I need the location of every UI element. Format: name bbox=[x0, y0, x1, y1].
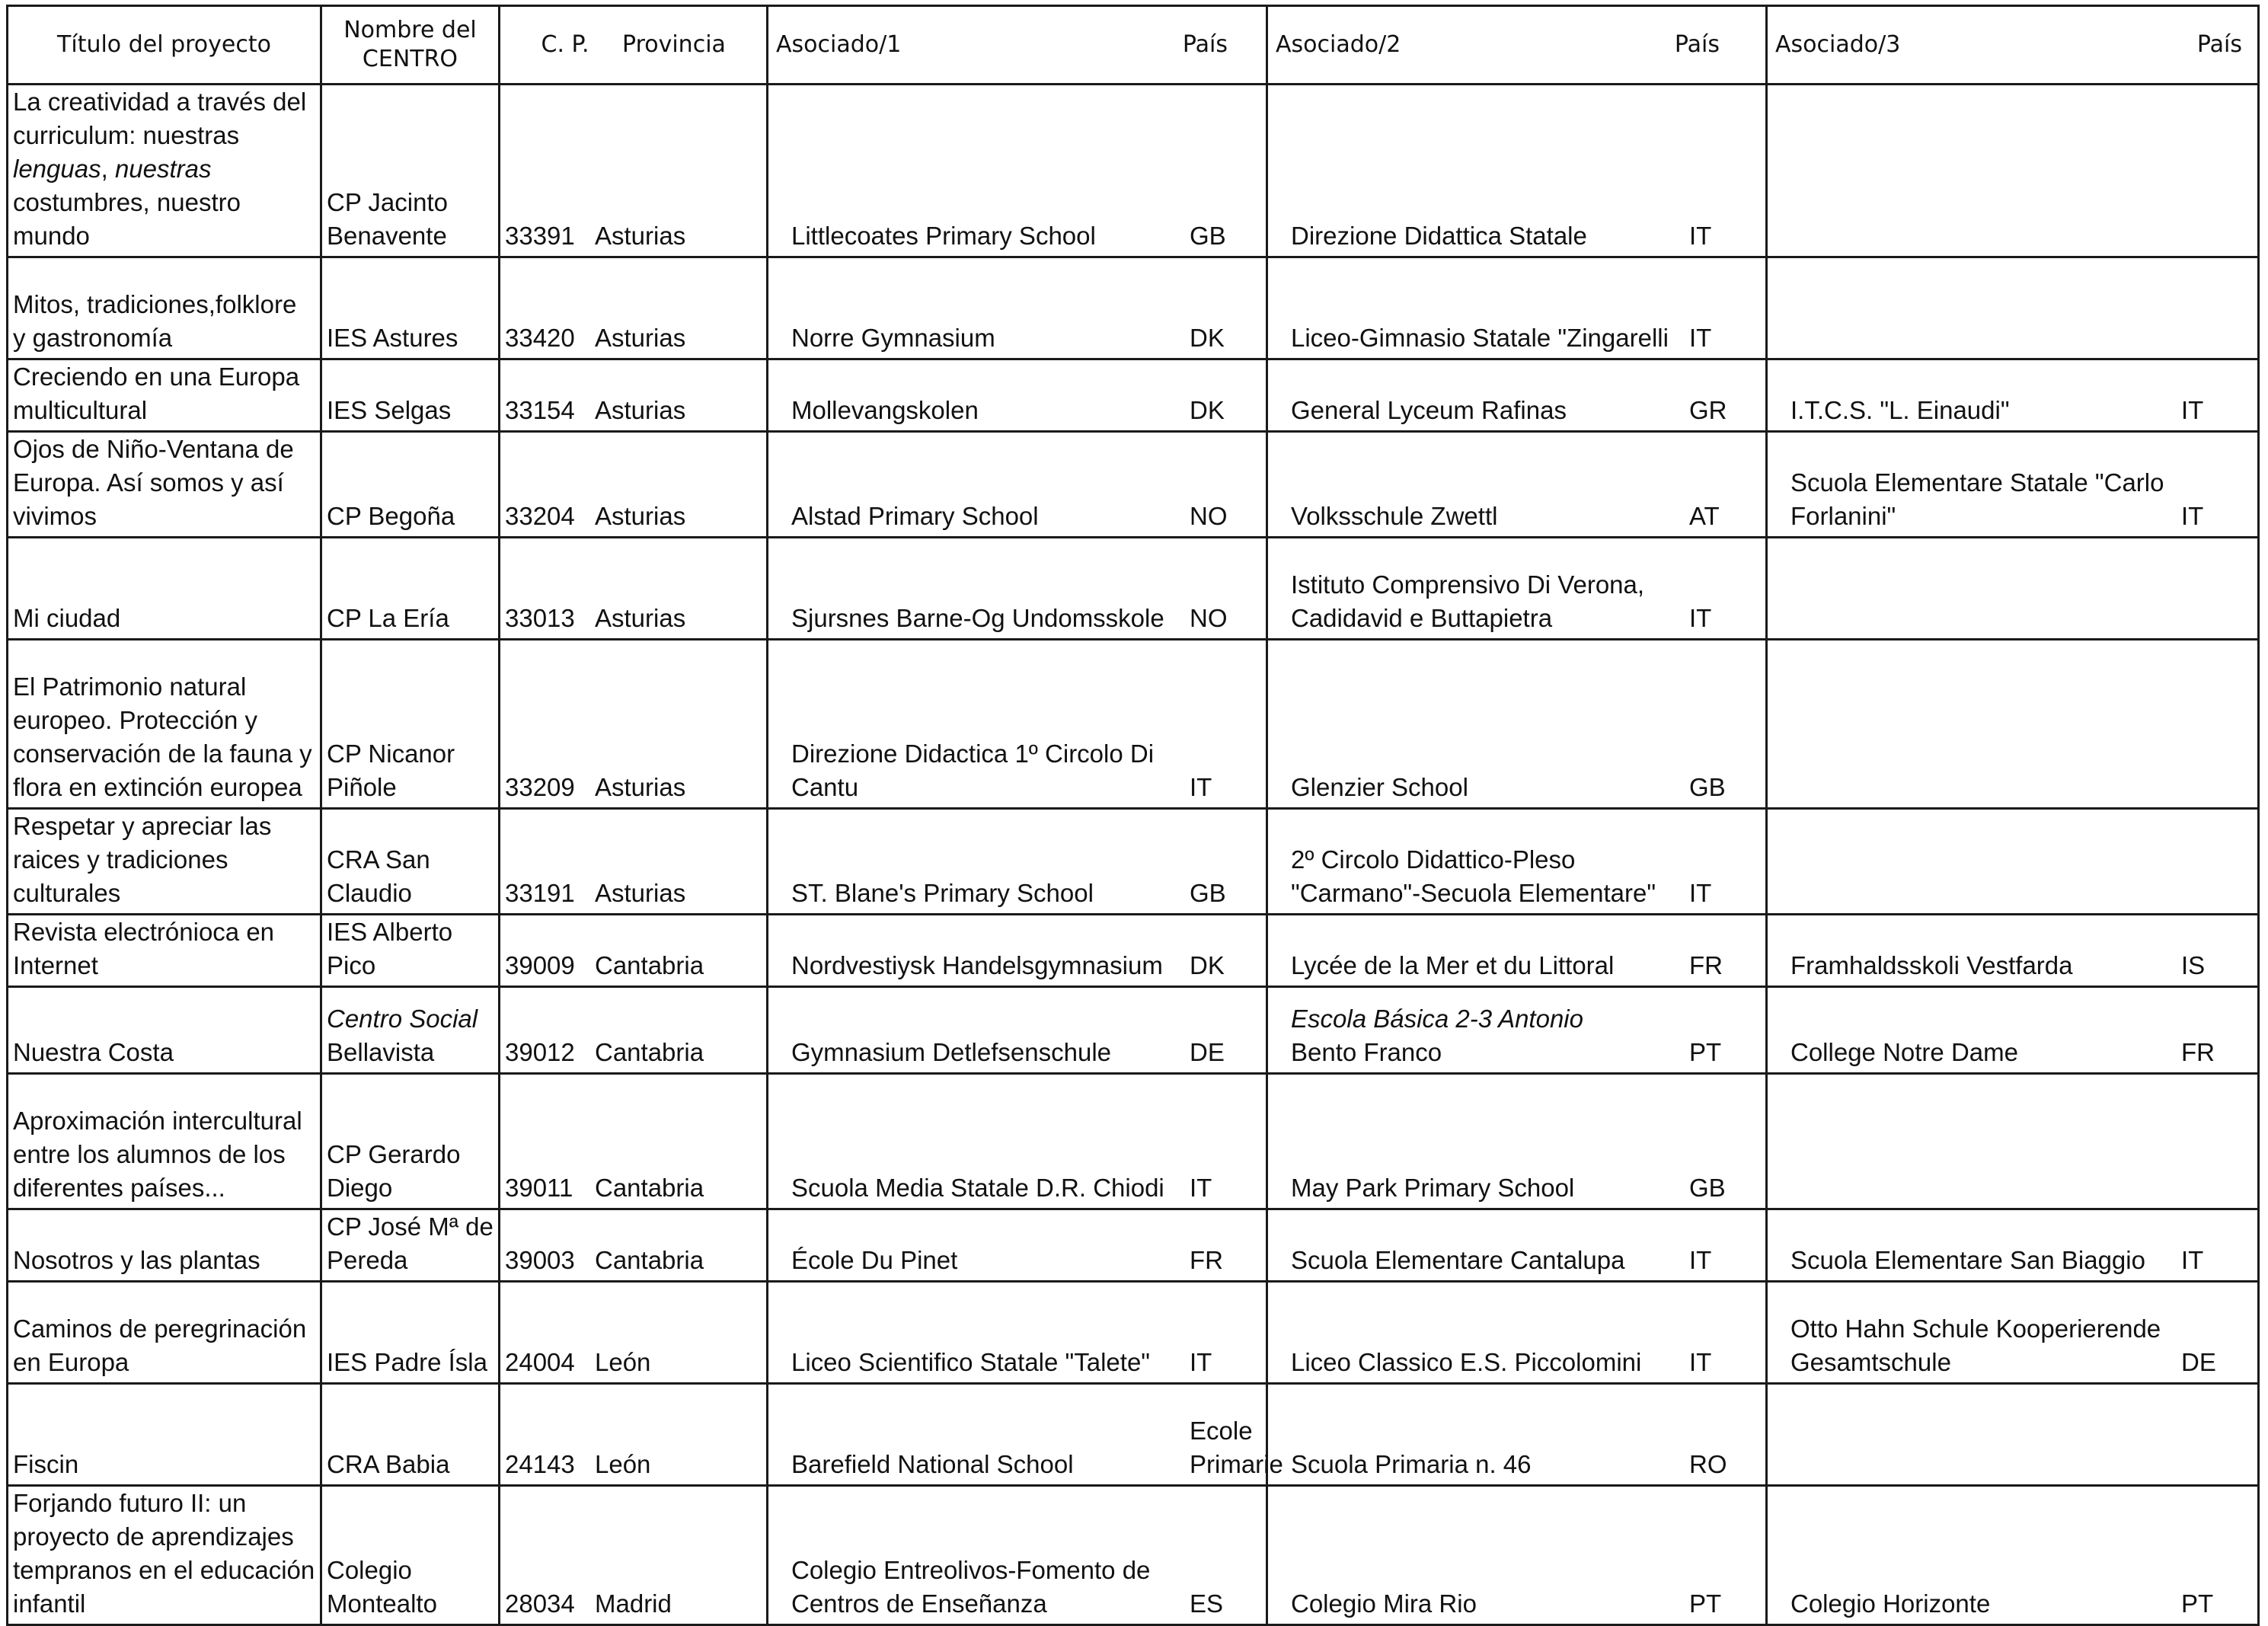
header-cp-provincia: C. P. Provincia bbox=[500, 6, 768, 85]
cell-cp-provincia: 24004 León bbox=[500, 1282, 768, 1384]
cell-cp-provincia: 33204 Asturias bbox=[500, 432, 768, 538]
cell-cp-provincia: 39011 Cantabria bbox=[500, 1074, 768, 1209]
cell-centro: CP José Mª de Pereda bbox=[321, 1209, 500, 1282]
cell-centro: IES Astures bbox=[321, 257, 500, 359]
cell-titulo: Nuestra Costa bbox=[8, 987, 321, 1074]
cell-centro: Colegio Montealto bbox=[321, 1486, 500, 1625]
table-row bbox=[8, 1282, 2259, 1384]
cell-asociado1: ST. Blane's Primary School GB bbox=[768, 809, 1267, 915]
cell-centro: IES Alberto Pico bbox=[321, 915, 500, 987]
cell-titulo: El Patrimonio natural europeo. Protección y conservación de la fauna y flora en extinción europea bbox=[8, 640, 321, 809]
cell-cp-provincia: 33209 Asturias bbox=[500, 640, 768, 809]
cell-asociado2: Volksschule Zwettl AT bbox=[1267, 432, 1767, 538]
cell-asociado3: I.T.C.S. "L. Einaudi" IT bbox=[1767, 359, 2259, 432]
cell-titulo: La creatividad a través del curriculum: nuestras lenguas, nuestras costumbres, nuestro mundo bbox=[8, 85, 321, 257]
cell-asociado1: Direzione Didactica 1º Circolo Di Cantu IT bbox=[768, 640, 1267, 809]
cell-titulo: Mitos, tradiciones,folklore y gastronomía bbox=[8, 257, 321, 359]
cell-asociado3 bbox=[1767, 1384, 2259, 1486]
projects-table bbox=[6, 5, 2260, 1626]
cell-cp-provincia: 33154 Asturias bbox=[500, 359, 768, 432]
cell-centro: IES Padre Ísla bbox=[321, 1282, 500, 1384]
cell-asociado1: Colegio Entreolivos-Fomento de Centros de Enseñanza ES bbox=[768, 1486, 1267, 1625]
cell-asociado2: Colegio Mira Rio PT bbox=[1267, 1486, 1767, 1625]
cell-asociado1: Nordvestiysk Handelsgymnasium DK bbox=[768, 915, 1267, 987]
cell-asociado1: École Du Pinet FR bbox=[768, 1209, 1267, 1282]
cell-cp-provincia: 33191 Asturias bbox=[500, 809, 768, 915]
header-asociado2: Asociado/2 País bbox=[1267, 6, 1767, 85]
cell-titulo: Respetar y apreciar las raices y tradiciones culturales bbox=[8, 809, 321, 915]
cell-asociado3 bbox=[1767, 538, 2259, 640]
cell-titulo: Fiscin bbox=[8, 1384, 321, 1486]
cell-cp-provincia: 33013 Asturias bbox=[500, 538, 768, 640]
cell-asociado2: Glenzier School GB bbox=[1267, 640, 1767, 809]
cell-asociado1: Norre Gymnasium DK bbox=[768, 257, 1267, 359]
cell-asociado3 bbox=[1767, 640, 2259, 809]
cell-centro: CRA Babia bbox=[321, 1384, 500, 1486]
cell-asociado3 bbox=[1767, 1074, 2259, 1209]
header-titulo: Título del proyecto bbox=[8, 6, 321, 85]
cell-asociado3: Colegio Horizonte PT bbox=[1767, 1486, 2259, 1625]
cell-asociado3: Scuola Elementare Statale "Carlo Forlanini" IT bbox=[1767, 432, 2259, 538]
cell-cp-provincia: 24143 León bbox=[500, 1384, 768, 1486]
cell-cp-provincia: 39012 Cantabria bbox=[500, 987, 768, 1074]
cell-titulo: Forjando futuro II: un proyecto de aprendizajes tempranos en el educación infantil bbox=[8, 1486, 321, 1625]
table-row bbox=[8, 1384, 2259, 1486]
cell-asociado3: Scuola Elementare San Biaggio IT bbox=[1767, 1209, 2259, 1282]
cell-titulo: Revista electrónioca en Internet bbox=[8, 915, 321, 987]
cell-asociado2: Lycée de la Mer et du Littoral FR bbox=[1267, 915, 1767, 987]
table-row bbox=[8, 640, 2259, 809]
cell-asociado2: 2º Circolo Didattico-Pleso "Carmano"-Secuola Elementare" IT bbox=[1267, 809, 1767, 915]
cell-asociado1: Mollevangskolen DK bbox=[768, 359, 1267, 432]
cell-asociado3: Otto Hahn Schule Kooperierende Gesamtschule DE bbox=[1767, 1282, 2259, 1384]
header-centro: Nombre del CENTRO bbox=[321, 6, 500, 85]
cell-centro: CP Gerardo Diego bbox=[321, 1074, 500, 1209]
cell-asociado3 bbox=[1767, 85, 2259, 257]
table-row bbox=[8, 85, 2259, 257]
cell-asociado2: Direzione Didattica Statale IT bbox=[1267, 85, 1767, 257]
cell-centro: CP Begoña bbox=[321, 432, 500, 538]
cell-cp-provincia: 39009 Cantabria bbox=[500, 915, 768, 987]
cell-asociado2: Scuola Primaria n. 46 RO bbox=[1267, 1384, 1767, 1486]
table-row bbox=[8, 359, 2259, 432]
cell-asociado1: Gymnasium Detlefsenschule DE bbox=[768, 987, 1267, 1074]
cell-centro: CRA San Claudio bbox=[321, 809, 500, 915]
table-row bbox=[8, 915, 2259, 987]
cell-titulo: Aproximación intercultural entre los alumnos de los diferentes países... bbox=[8, 1074, 321, 1209]
table-row bbox=[8, 1074, 2259, 1209]
cell-asociado2: Escola Básica 2-3 Antonio Bento Franco PT bbox=[1267, 987, 1767, 1074]
cell-cp-provincia: 33391 Asturias bbox=[500, 85, 768, 257]
table-row bbox=[8, 987, 2259, 1074]
cell-titulo: Ojos de Niño-Ventana de Europa. Así somos y así vivimos bbox=[8, 432, 321, 538]
cell-asociado1: Littlecoates Primary School GB bbox=[768, 85, 1267, 257]
cell-cp-provincia: 33420 Asturias bbox=[500, 257, 768, 359]
cell-cp-provincia: 39003 Cantabria bbox=[500, 1209, 768, 1282]
cell-asociado1: Liceo Scientifico Statale "Talete" IT bbox=[768, 1282, 1267, 1384]
cell-titulo: Mi ciudad bbox=[8, 538, 321, 640]
cell-centro: Centro Social Bellavista bbox=[321, 987, 500, 1074]
cell-cp-provincia: 28034 Madrid bbox=[500, 1486, 768, 1625]
cell-centro: IES Selgas bbox=[321, 359, 500, 432]
cell-asociado3 bbox=[1767, 257, 2259, 359]
cell-asociado1: Sjursnes Barne-Og Undomsskole NO bbox=[768, 538, 1267, 640]
cell-centro: CP Jacinto Benavente bbox=[321, 85, 500, 257]
table-row bbox=[8, 538, 2259, 640]
cell-asociado2: Scuola Elementare Cantalupa IT bbox=[1267, 1209, 1767, 1282]
cell-asociado2: Istituto Comprensivo Di Verona, Cadidavid e Buttapietra IT bbox=[1267, 538, 1767, 640]
cell-asociado2: Liceo-Gimnasio Statale "Zingarelli IT bbox=[1267, 257, 1767, 359]
cell-asociado1: Alstad Primary School NO bbox=[768, 432, 1267, 538]
cell-centro: CP Nicanor Piñole bbox=[321, 640, 500, 809]
cell-titulo: Creciendo en una Europa multicultural bbox=[8, 359, 321, 432]
cell-asociado3 bbox=[1767, 809, 2259, 915]
table-row bbox=[8, 1209, 2259, 1282]
cell-asociado2: May Park Primary School GB bbox=[1267, 1074, 1767, 1209]
table-row bbox=[8, 809, 2259, 915]
table-row bbox=[8, 1486, 2259, 1625]
table-row bbox=[8, 257, 2259, 359]
header-asociado3: Asociado/3 País bbox=[1767, 6, 2259, 85]
table-row bbox=[8, 432, 2259, 538]
cell-asociado2: Liceo Classico E.S. Piccolomini IT bbox=[1267, 1282, 1767, 1384]
cell-titulo: Caminos de peregrinación en Europa bbox=[8, 1282, 321, 1384]
cell-asociado1: Barefield National School Ecole Primarie bbox=[768, 1384, 1267, 1486]
cell-asociado1: Scuola Media Statale D.R. Chiodi IT bbox=[768, 1074, 1267, 1209]
cell-centro: CP La Ería bbox=[321, 538, 500, 640]
cell-asociado3: Framhaldsskoli Vestfarda IS bbox=[1767, 915, 2259, 987]
header-asociado1: Asociado/1 País bbox=[768, 6, 1267, 85]
cell-asociado2: General Lyceum Rafinas GR bbox=[1267, 359, 1767, 432]
cell-asociado3: College Notre Dame FR bbox=[1767, 987, 2259, 1074]
header-row bbox=[8, 6, 2259, 85]
cell-titulo: Nosotros y las plantas bbox=[8, 1209, 321, 1282]
